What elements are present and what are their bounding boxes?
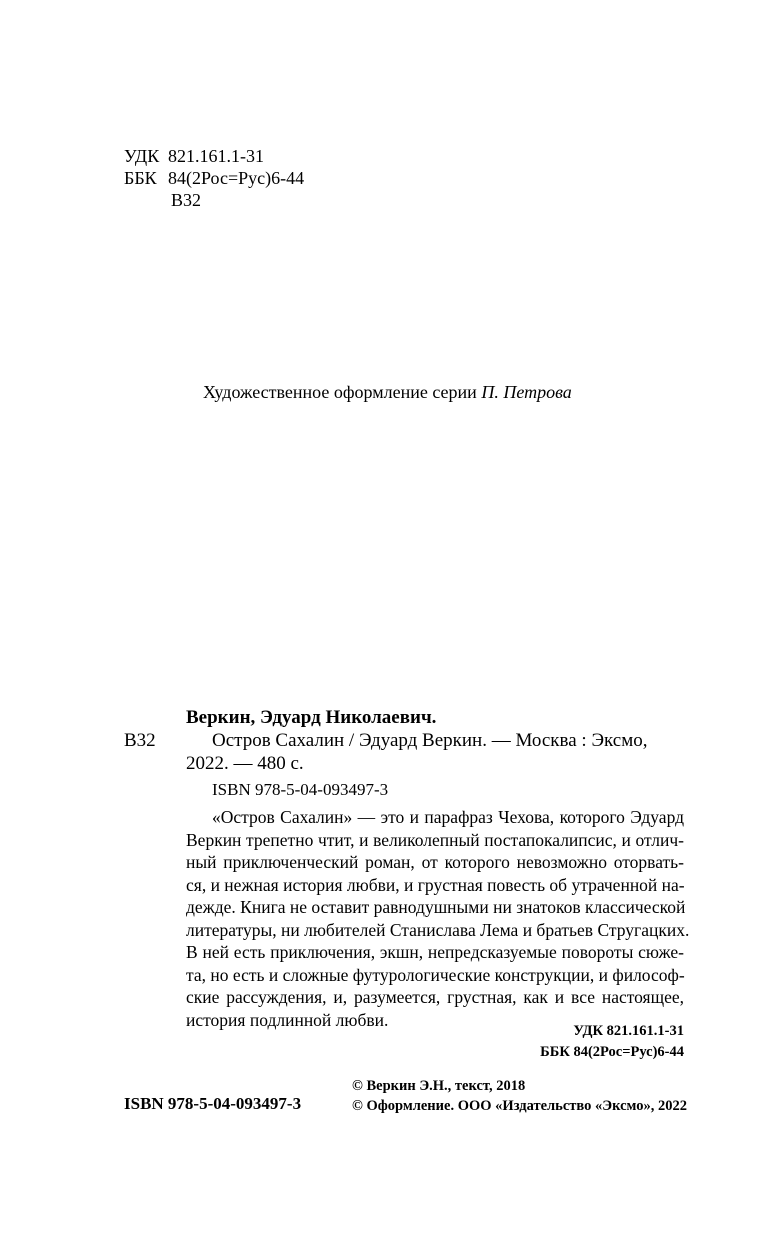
series-design-prefix: Художественное оформление серии [203, 382, 477, 402]
bbk-value: 84(2Рос=Рус)6-44 [168, 168, 305, 188]
catalog-isbn: ISBN 978-5-04-093497-3 [212, 780, 389, 799]
footer-isbn: ISBN 978-5-04-093497-3 [124, 1094, 302, 1113]
bbk-label: ББК [124, 168, 157, 188]
copyright-text: © Веркин Э.Н., текст, 2018 [352, 1078, 526, 1094]
header-author-mark: В32 [171, 190, 202, 210]
annotation-line: «Остров Сахалин» — это и парафраз Чехова, которого Эдуард [212, 807, 684, 827]
annotation-line: ся, и нежная история любви, и грустная повесть об утраченной на- [186, 874, 685, 895]
annotation-line: ские рассуждения, и, разумеется, грустная, как и все настоящее, [186, 987, 684, 1007]
copyright-design: © Оформление. ООО «Издательство «Эксмо», 2022 [352, 1098, 687, 1114]
catalog-author-mark: В32 [124, 730, 156, 751]
annotation-line: дежде. Книга не оставит равнодушными ни знатоков классической [186, 897, 686, 917]
udk-value: 821.161.1-31 [168, 146, 264, 166]
annotation-line: литературы, ни любителей Станислава Лема и братьев Стругацких. [186, 919, 690, 940]
annotation-line: ный приключенческий роман, от которого невозможно оторвать- [186, 852, 684, 872]
annotation [186, 806, 690, 1031]
author-heading: Веркин, Эдуард Николаевич. [186, 707, 437, 728]
udk-label: УДК [124, 146, 160, 166]
card-bbk: ББК 84(2Рос=Рус)6-44 [540, 1044, 684, 1060]
title-line-2: 2022. — 480 с. [186, 753, 304, 774]
title-line-1: Остров Сахалин / Эдуард Веркин. — Москва : Эксмо, [212, 730, 648, 751]
annotation-line: история подлинной любви. [186, 1009, 389, 1030]
annotation-line: та, но есть и сложные футурологические конструкции, и философ- [186, 964, 685, 985]
card-udk: УДК 821.161.1-31 [573, 1023, 684, 1039]
annotation-line: Веркин трепетно чтит, и великолепный постапокалипсис, и отлич- [186, 829, 684, 850]
series-design-line [203, 382, 572, 403]
annotation-line: В ней есть приключения, экшн, непредсказуемые повороты сюже- [186, 942, 684, 962]
series-designer-name: П. Петрова [481, 382, 572, 402]
